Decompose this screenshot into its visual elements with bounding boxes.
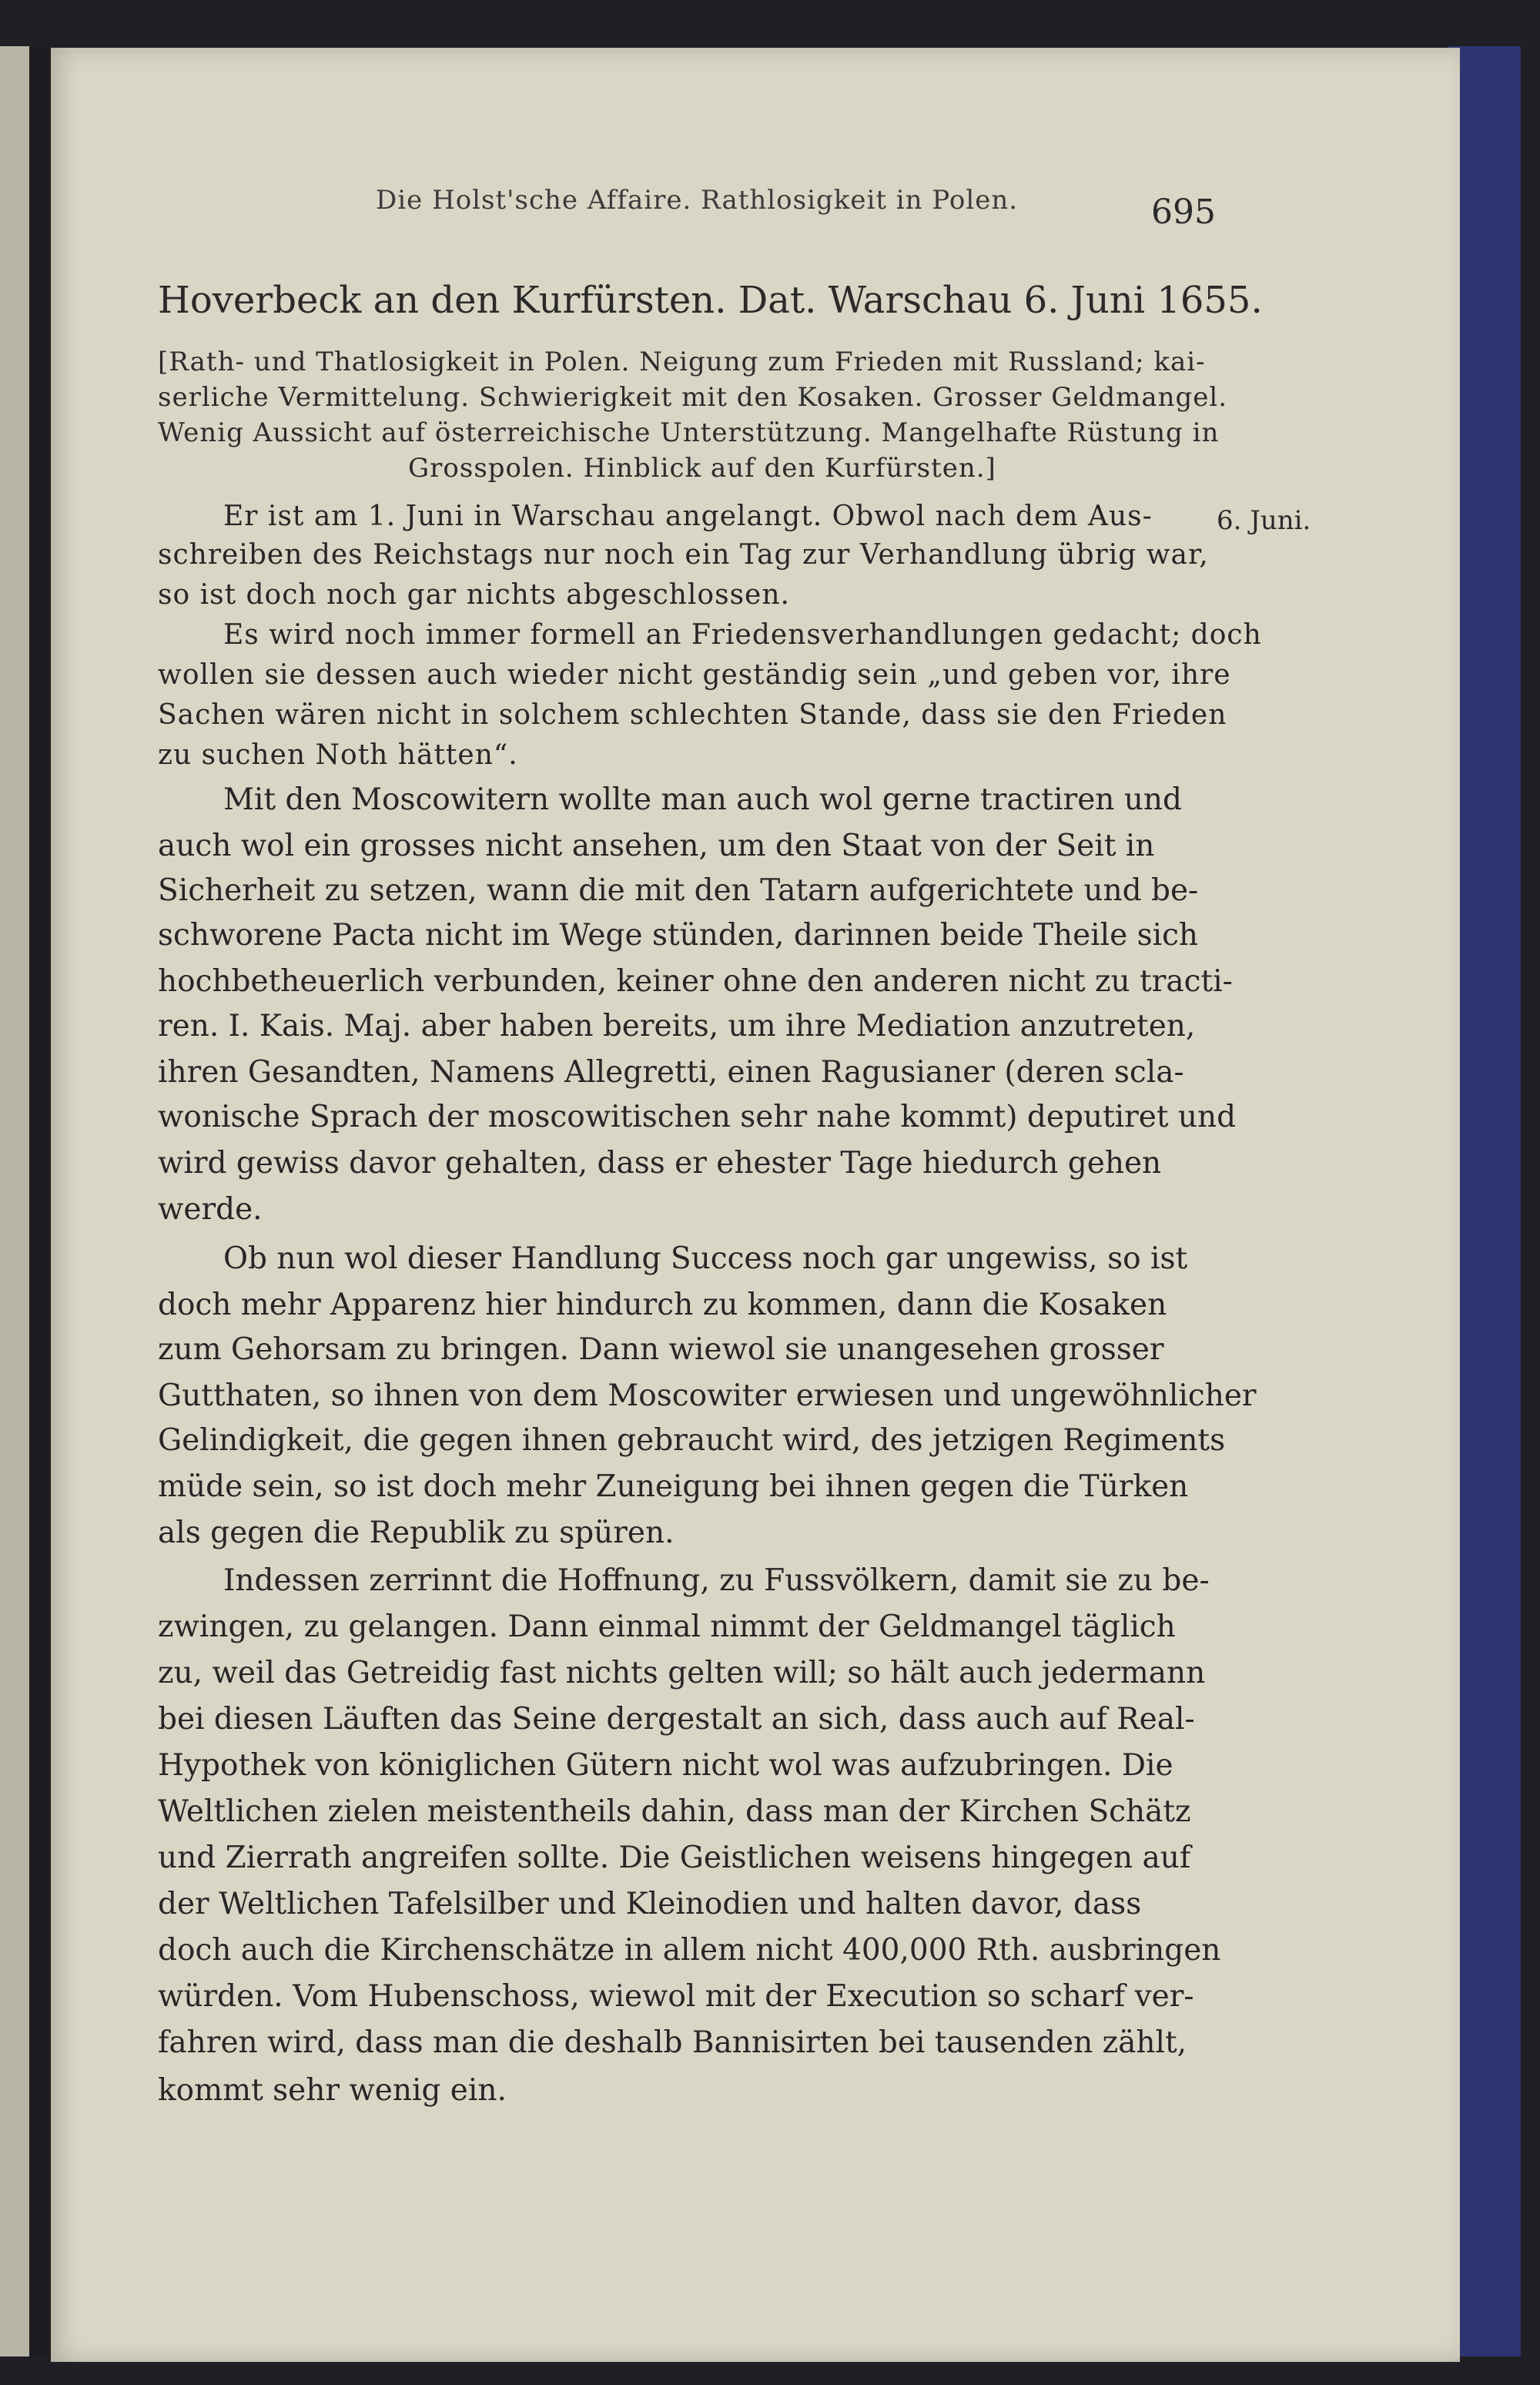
text-line: so ist doch noch gar nichts abgeschlossen.: [158, 579, 790, 611]
text-line: auch wol ein grosses nicht ansehen, um den Staat von der Seit in: [158, 829, 1155, 863]
running-head: Die Holst'sche Affaire. Rathlosigkeit in Polen.: [376, 185, 1019, 216]
text-line: zu, weil das Getreidig fast nichts gelten will; so hält auch jedermann: [158, 1656, 1206, 1690]
text-line: ihren Gesandten, Namens Allegretti, einen Ragusianer (deren scla-: [158, 1055, 1184, 1090]
text-line: ren. I. Kais. Maj. aber haben bereits, um ihre Mediation anzutreten,: [158, 1009, 1196, 1043]
text-line: Es wird noch immer formell an Friedensverhandlungen gedacht; doch: [223, 619, 1262, 651]
text-line: als gegen die Republik zu spüren.: [158, 1516, 675, 1550]
book-gutter: [29, 46, 51, 2357]
text-line: wollen sie dessen auch wieder nicht geständig sein „und geben vor, ihre: [158, 659, 1231, 691]
text-line: müde sein, so ist doch mehr Zuneigung bei ihnen gegen die Türken: [158, 1469, 1189, 1504]
text-line: wird gewiss davor gehalten, dass er ehester Tage hiedurch gehen: [158, 1146, 1162, 1181]
text-line: Mit den Moscowitern wollte man auch wol gerne tractiren und: [223, 782, 1182, 817]
summary-line: [Rath- und Thatlosigkeit in Polen. Neigung zum Frieden mit Russland; kai-: [158, 347, 1206, 377]
text-line: Gutthaten, so ihnen von dem Moscowiter erwiesen und ungewöhnlicher: [158, 1378, 1257, 1413]
text-line: doch auch die Kirchenschätze in allem nicht 400,000 Rth. ausbringen: [158, 1933, 1221, 1968]
text-line: Gelindigkeit, die gegen ihnen gebraucht wird, des jetzigen Regiments: [158, 1423, 1226, 1458]
summary-line: Wenig Aussicht auf österreichische Unterstützung. Mangelhafte Rüstung in: [158, 417, 1220, 448]
text-line: Hypothek von königlichen Gütern nicht wol was aufzubringen. Die: [158, 1748, 1173, 1783]
text-line: der Weltlichen Tafelsilber und Kleinodien und halten davor, dass: [158, 1887, 1142, 1921]
text-line: hochbetheuerlich verbunden, keiner ohne den anderen nicht zu tracti-: [158, 964, 1233, 999]
previous-page-edge: [0, 46, 29, 2357]
text-line: Sicherheit zu setzen, wann die mit den Tatarn aufgerichtete und be-: [158, 873, 1199, 908]
text-line: Sachen wären nicht in solchem schlechten Stande, dass sie den Frieden: [158, 699, 1227, 731]
text-line: und Zierrath angreifen sollte. Die Geistlichen weisens hingegen auf: [158, 1841, 1191, 1875]
text-line: zwingen, zu gelangen. Dann einmal nimmt der Geldmangel täglich: [158, 1610, 1176, 1644]
page-number: 695: [1151, 193, 1216, 232]
text-line: schworene Pacta nicht im Wege stünden, darinnen beide Theile sich: [158, 918, 1199, 953]
text-line: werde.: [158, 1192, 263, 1227]
text-line: wonische Sprach der moscowitischen sehr nahe kommt) deputiret und: [158, 1100, 1237, 1134]
text-line: doch mehr Apparenz hier hindurch zu kommen, dann die Kosaken: [158, 1288, 1167, 1322]
text-line: würden. Vom Hubenschoss, wiewol mit der Execution so scharf ver-: [158, 1979, 1194, 2014]
text-line: bei diesen Läuften das Seine dergestalt an sich, dass auch auf Real-: [158, 1702, 1195, 1737]
text-line: zu suchen Noth hätten“.: [158, 739, 518, 771]
margin-date-note: 6. Juni.: [1217, 505, 1311, 536]
text-line: Er ist am 1. Juni in Warschau angelangt. Obwol nach dem Aus-: [223, 501, 1153, 532]
text-line: Ob nun wol dieser Handlung Success noch gar ungewiss, so ist: [223, 1241, 1188, 1276]
letter-heading: Hoverbeck an den Kurfürsten. Dat. Warschau 6. Juni 1655.: [158, 279, 1263, 322]
text-line: schreiben des Reichstags nur noch ein Tag zur Verhandlung übrig war,: [158, 539, 1209, 571]
text-line: Weltlichen zielen meistentheils dahin, dass man der Kirchen Schätz: [158, 1794, 1191, 1829]
text-line: Indessen zerrinnt die Hoffnung, zu Fussvölkern, damit sie zu be-: [223, 1563, 1210, 1598]
text-line: kommt sehr wenig ein.: [158, 2073, 507, 2108]
summary-line: serliche Vermittelung. Schwierigkeit mit den Kosaken. Grosser Geldmangel.: [158, 382, 1228, 413]
text-line: zum Gehorsam zu bringen. Dann wiewol sie unangesehen grosser: [158, 1332, 1164, 1367]
text-line: fahren wird, dass man die deshalb Bannisirten bei tausenden zählt,: [158, 2025, 1187, 2060]
summary-line: Grosspolen. Hinblick auf den Kurfürsten.]: [408, 453, 996, 484]
